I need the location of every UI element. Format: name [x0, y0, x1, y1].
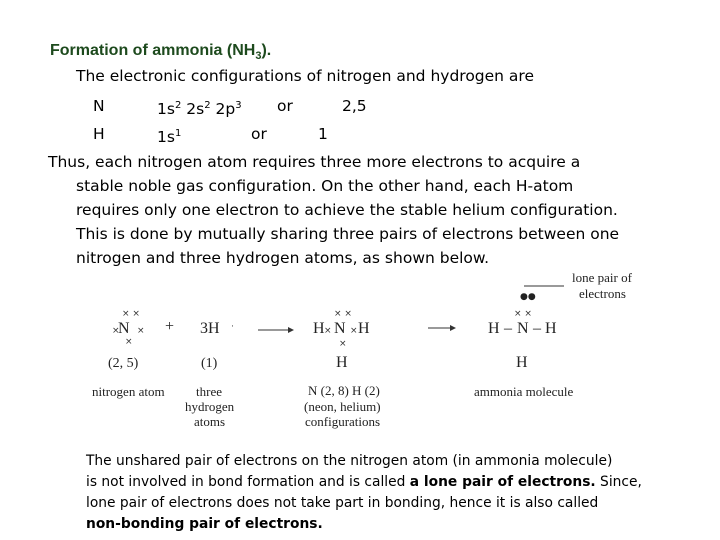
nitrogen-atom-label: nitrogen atom: [92, 384, 165, 399]
n-electron-mark: × ×: [122, 309, 140, 319]
h-short-config: 1: [318, 125, 328, 143]
paragraph-line: stable noble gas configuration. On the other hand, each H-atom: [76, 177, 574, 195]
plus-sign: +: [165, 318, 175, 335]
hydrogen-count-label: (1): [201, 356, 218, 371]
product-n: N: [517, 320, 529, 337]
hydrogen-config-row: [0, 122, 720, 146]
paragraph-line: requires only one electron to achieve the stable helium configuration.: [76, 201, 618, 219]
n-symbol: N: [93, 97, 105, 115]
paragraph-line: nitrogen and three hydrogen atoms, as shown below.: [76, 249, 490, 267]
n-short-config: 2,5: [342, 97, 367, 115]
mid-electron-mark: ×: [324, 326, 332, 336]
lone-pair-dot: ●●: [520, 292, 536, 302]
reaction-arrow-1-head: [288, 327, 294, 333]
lone-pair-explanation: [86, 451, 686, 535]
intro-text: The electronic configurations of nitrogen and hydrogen are: [76, 67, 534, 85]
n-or: or: [277, 97, 293, 115]
n-config: $1s^2$ $2s^2$ $2p^3$: [157, 100, 242, 119]
combined-config-label: N (2, 8) H (2): [308, 383, 380, 398]
nitrogen-atom-symbol: N: [118, 320, 130, 337]
mid-bottom-h: H: [336, 354, 348, 371]
mid-electron-mark: × ×: [334, 309, 352, 319]
ammonia-molecule-label: ammonia molecule: [474, 384, 574, 399]
n-electron-mark: ×: [137, 326, 145, 336]
h-or: or: [251, 125, 267, 143]
footer-line: lone pair of electrons does not take part in bonding, hence it is also called: [86, 495, 599, 511]
mid-right-h: H: [358, 320, 370, 337]
ammonia-formation-diagram: [88, 268, 648, 438]
mid-n: N: [334, 320, 346, 337]
n-electron-mark: ×: [125, 337, 133, 347]
three-hydrogen-label-2: hydrogen: [185, 399, 235, 414]
nitrogen-config-label: (2, 5): [108, 356, 139, 371]
lone-pair-label: lone pair of: [572, 270, 632, 285]
h-symbol: H: [93, 125, 105, 143]
three-hydrogen-label-3: atoms: [194, 414, 226, 429]
product-bond-2: –: [533, 320, 541, 337]
n-electron-mark: ×: [112, 326, 120, 336]
h-config: $1s^1$: [157, 128, 182, 147]
mid-left-h: H: [313, 320, 325, 337]
nitrogen-config-row: [0, 94, 720, 118]
three-hydrogen-label: three: [196, 384, 222, 399]
mid-electron-mark: ×: [350, 326, 358, 336]
lone-pair-label-2: electrons: [579, 286, 626, 301]
explanation-paragraph: [48, 150, 668, 270]
paragraph-line: Thus, each nitrogen atom requires three more electrons to acquire a: [48, 153, 581, 171]
lone-pair-term: a lone pair of electrons.: [409, 474, 596, 490]
mid-electron-mark: ×: [339, 339, 347, 349]
three-h-symbol: 3H: [200, 320, 220, 337]
product-right-h: H: [545, 320, 557, 337]
prod-electron-mark: × ×: [514, 309, 532, 319]
configurations-label: configurations: [305, 414, 381, 429]
product-bond-1: –: [504, 320, 512, 337]
footer-line: is not involved in bond formation and is called a lone pair of electrons. Since,: [86, 474, 642, 490]
product-left-h: H: [488, 320, 500, 337]
page-title: Formation of ammonia $(NH_3)$.: [50, 42, 272, 63]
neon-helium-label: (neon, helium): [304, 399, 381, 414]
non-bonding-term: non-bonding pair of electrons.: [86, 516, 323, 532]
footer-line: The unshared pair of electrons on the nitrogen atom (in ammonia molecule): [86, 453, 613, 469]
product-bottom-h: H: [516, 354, 528, 371]
reaction-arrow-2-head: [450, 325, 456, 331]
h-dot: ·: [231, 321, 234, 331]
paragraph-line: This is done by mutually sharing three pairs of electrons between one: [76, 225, 620, 243]
